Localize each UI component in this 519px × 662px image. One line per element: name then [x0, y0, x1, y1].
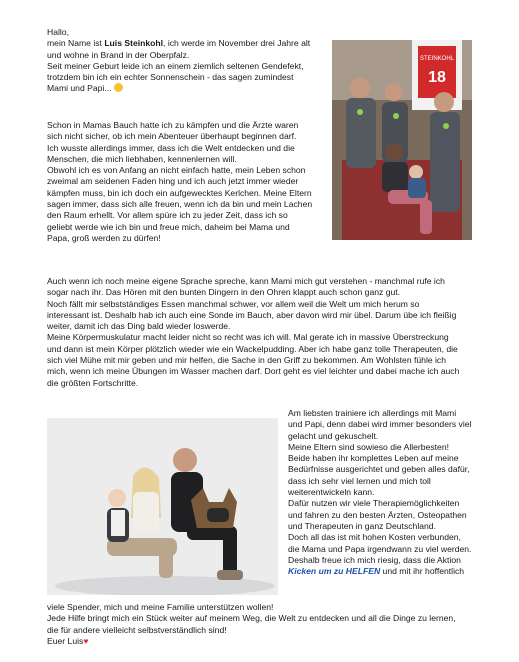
signoff-line: [47, 636, 497, 647]
parents-line-10: und fahren zu den besten Ärzten, Osteopathen: [288, 509, 467, 520]
parents-line-4: Meine Eltern sind sowieso die Allerbesten!: [288, 441, 449, 452]
development-line-2: sogar nach ihr. Das Hören mit den bunten Dingern in den Ohren klappt auch schon ganz gut.: [47, 287, 401, 298]
birth-paragraph: [47, 120, 330, 244]
development-line-8: sich viel Mühe mit mir geben und mir helfen, die Sache in den Griff zu bekommen. Am Wohlsten fühle ich: [47, 355, 447, 366]
intro-line-5: Mami und Papi...: [47, 83, 330, 94]
development-line-10: die größten Fortschritte.: [47, 377, 139, 388]
parents-line-9: Dafür nutzen wir viele Therapiemöglichkeiten: [288, 498, 460, 509]
birth-line-6: zweimal am seidenen Faden hing und ich auch jetzt immer wieder: [47, 176, 299, 187]
development-line-1: Auch wenn ich noch meine eigene Sprache spreche, kann Mami mich gut verstehen - manchmal rufe ich: [47, 276, 445, 286]
development-paragraph: [47, 276, 487, 389]
campaign-line: [288, 566, 488, 577]
parents-line-3: gelacht und gekuschelt.: [288, 430, 379, 441]
closing-line-2: Jede Hilfe bringt mich ein Stück weiter auf meinem Weg, die Welt zu entdecken und all die Dinge zu lernen,: [47, 613, 456, 624]
jersey-number-text: 18: [428, 69, 446, 86]
closing-line-3: die für andere vielleicht selbstverständlich sind!: [47, 624, 227, 635]
intro-paragraph: [47, 27, 330, 95]
parents-line-13: die Mama und Papa irgendwann zu viel werden.: [288, 543, 472, 554]
family-football-photo: [332, 40, 472, 240]
signoff: Euer Luis: [47, 635, 84, 646]
parents-line-14: Deshalb freue ich mich riesig, dass die Aktion: [288, 554, 461, 565]
birth-line-11: Papa, groß werden zu dürfen!: [47, 232, 161, 243]
development-line-4: interessant ist. Deshalb hab ich auch eine Sonde im Bauch, aber davon wird mir übel. Darum übe ich fleißig: [47, 309, 457, 320]
development-line-3: Noch fällt mir selbstständiges Essen manchmal schwer, vor allem weil die Welt um mich herum so: [47, 298, 420, 309]
development-line-9: mich, wenn ich meine Übungen im Wasser machen darf. Dort geht es viel leichter und dabei mache ich auch: [47, 366, 460, 377]
intro-line-3: Seit meiner Geburt leide ich an einem ziemlich seltenen Gendefekt,: [47, 60, 304, 71]
birth-line-10: geliebt werde wie ich bin und freue mich, daheim bei Mama und: [47, 221, 290, 232]
intro-line-1: mein Name ist Luis Steinkohl, ich werde im November drei Jahre alt: [47, 38, 311, 49]
birth-line-2: sich nicht sicher, ob ich mein Abenteuer überhaupt beginnen darf.: [47, 131, 297, 142]
development-line-7: und dann ist mein Körper plötzlich wieder wie ein Wackelpudding. Aber ich habe ganz tolle Therapeuten, die: [47, 343, 458, 354]
development-line-5: weiter, damit ich das Ding bald wieder loswerde.: [47, 321, 231, 332]
campaign-suffix: und mit ihr hoffentlich: [380, 566, 465, 577]
intro-line-2: und wohne in Brand in der Oberpfalz.: [47, 49, 190, 60]
greeting: Hallo,: [47, 27, 69, 37]
closing-paragraph: [47, 602, 497, 647]
campaign-name: Kicken um zu HELFEN: [288, 566, 381, 577]
parents-line-6: Bedürfnisse ausgerichtet und geben alles dafür,: [288, 464, 470, 475]
heart-icon: ♥: [83, 635, 89, 646]
birth-line-7: kämpfen muss, bin ich doch ein aufgewecktes Kerlchen. Meine Eltern: [47, 187, 312, 198]
parents-line-5: Beide haben ihr komplettes Leben auf meine: [288, 453, 459, 464]
parents-line-7: dass ich sehr viel lernen und mich toll: [288, 475, 431, 486]
intro-line-4: trotzdem bin ich ein echter Sonnenschein - das sagen zumindest: [47, 72, 294, 83]
child-name: Luis Steinkohl: [104, 38, 164, 49]
smile-emoji-icon: [114, 83, 123, 92]
parents-line-1: Am liebsten trainiere ich allerdings mit Mami: [288, 408, 457, 418]
parents-line-8: weiterentwickeln kann.: [288, 487, 375, 498]
development-line-6: Meine Körpermuskulatur macht leider nicht so recht was ich will. Mal gerate ich in massive Überstreckung: [47, 332, 449, 343]
jersey-name-text: STEINKOHL: [419, 56, 455, 62]
birth-line-3: Ich wusste allerdings immer, dass ich die Welt entdecken und die: [47, 142, 295, 153]
parents-paragraph: [288, 408, 488, 577]
closing-line-1: viele Spender, mich und meine Familie unterstützen wollen!: [47, 602, 274, 612]
parents-line-2: und Papi, denn dabei wird immer besonders viel: [288, 419, 472, 430]
parents-line-12: Doch all das ist mit hohen Kosten verbunden,: [288, 532, 461, 543]
parents-line-11: und Therapeuten in ganz Deutschland.: [288, 520, 436, 531]
birth-line-5: Obwohl ich es von Anfang an nicht einfach hatte, mein Leben schon: [47, 165, 306, 176]
birth-line-4: Menschen, die mich liebhaben, kennenlernen will.: [47, 153, 237, 164]
birth-line-9: den Raum erhellt. Vor allem spüre ich zu jeder Zeit, dass ich so: [47, 210, 288, 221]
family-studio-photo: [47, 418, 278, 595]
birth-line-1: Schon in Mamas Bauch hatte ich zu kämpfen und die Ärzte waren: [47, 120, 299, 130]
birth-line-8: sagen immer, dass sich alle freuen, wenn ich da bin und mein Lachen: [47, 199, 313, 210]
